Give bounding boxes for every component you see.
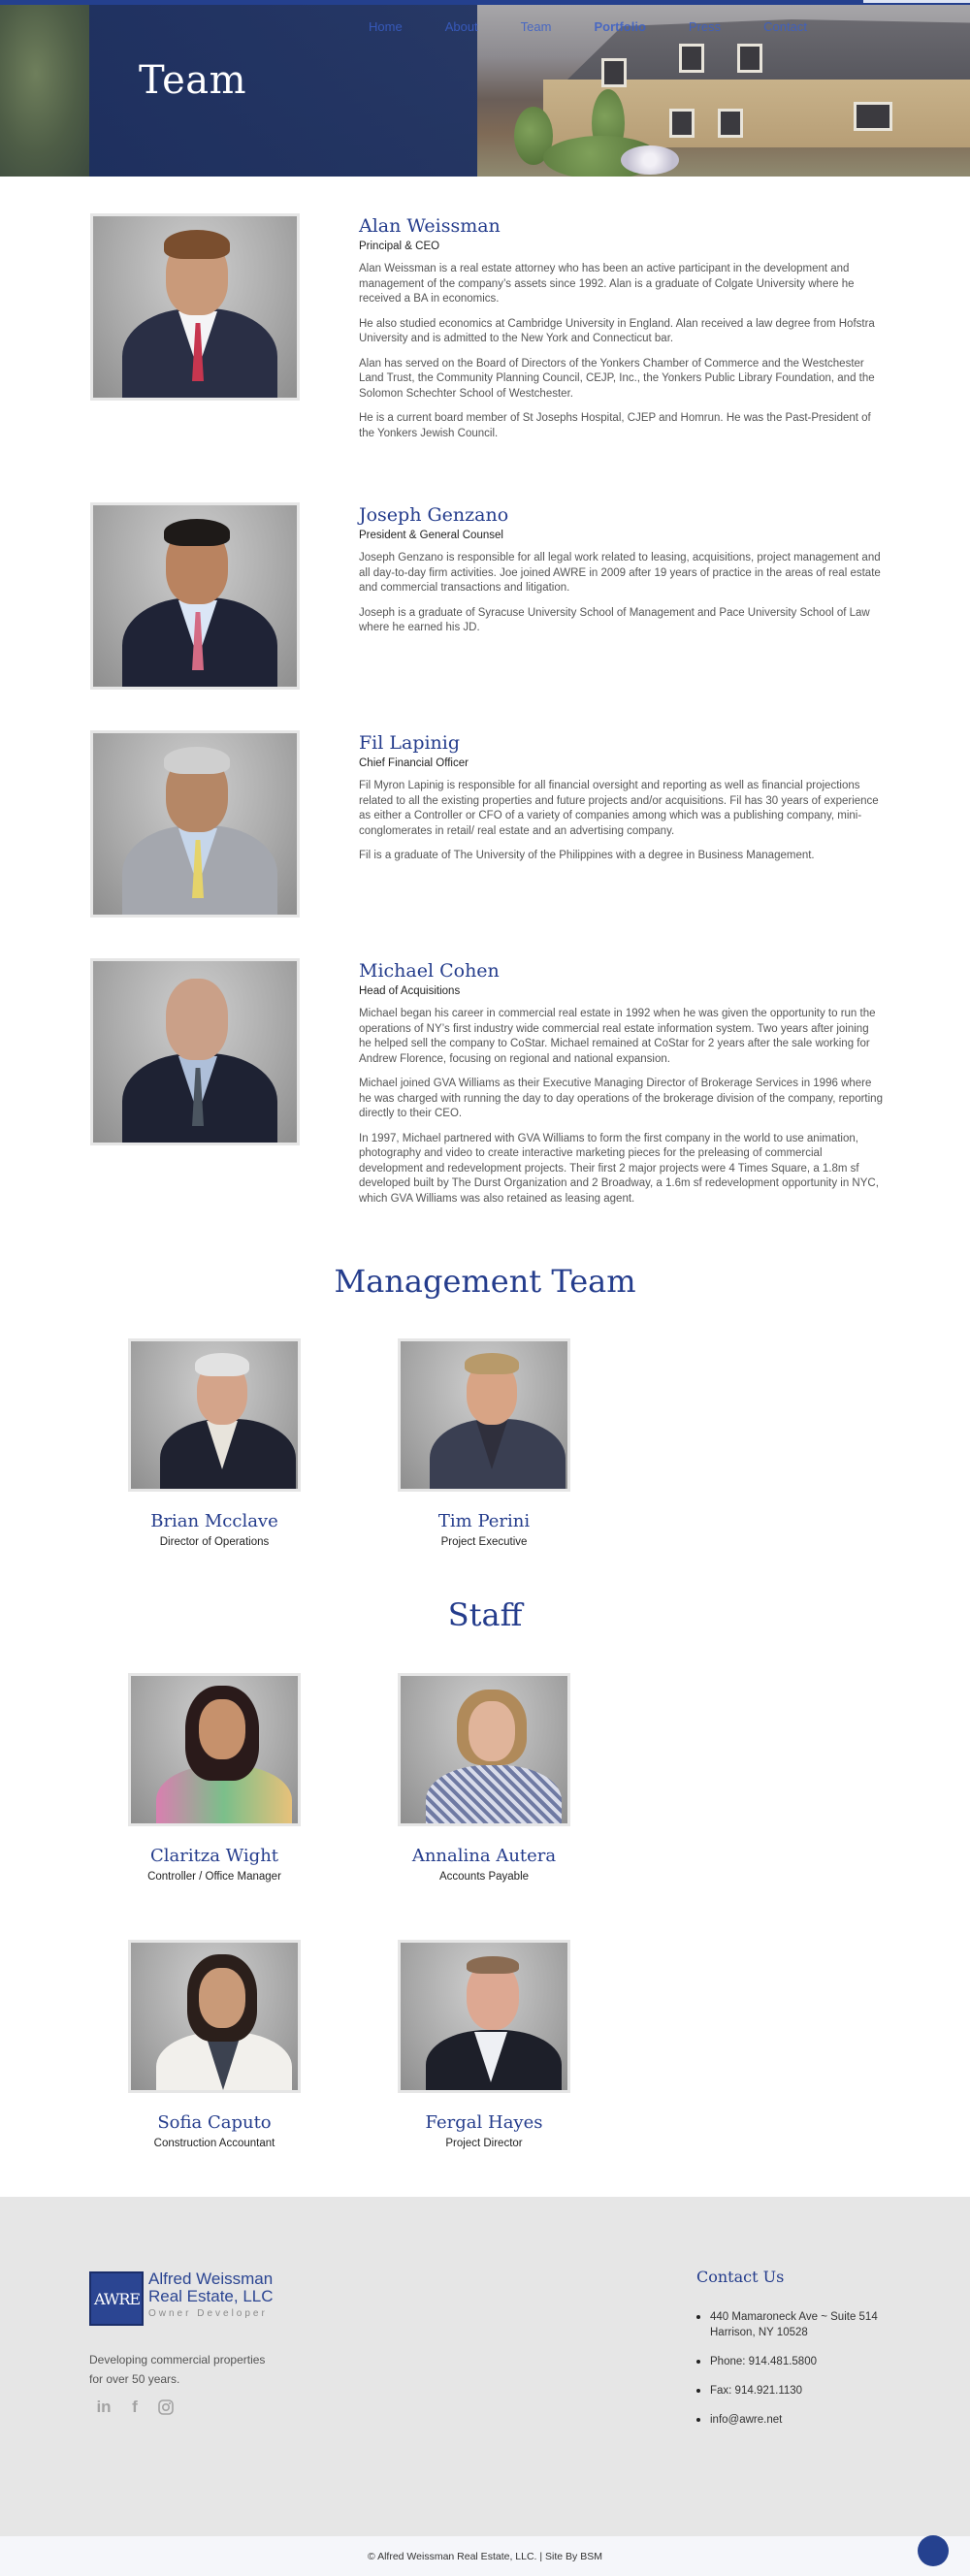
bio-paragraph: Joseph is a graduate of Syracuse University School of Management and Pace University School of Law where he earned his JD. — [359, 606, 870, 633]
footer-tagline — [89, 2350, 312, 2389]
person-role: Director of Operations — [159, 1536, 270, 1548]
portrait-head — [199, 1968, 245, 2028]
logo-name-line1: Alfred Weissman — [148, 2270, 274, 2288]
nav-contact[interactable]: Contact — [763, 19, 807, 34]
portrait-hair — [465, 1353, 519, 1374]
hero-top-border — [0, 0, 970, 5]
logo-mark-text: AWRE — [94, 2290, 141, 2308]
page-title: Team — [139, 58, 247, 103]
member-name: Michael Cohen — [359, 960, 500, 982]
portrait-photo — [128, 1940, 301, 2093]
person-name: Fergal Hayes — [425, 2112, 543, 2133]
contact-phone[interactable]: Phone: 914.481.5800 — [696, 2354, 910, 2369]
member-bio — [359, 958, 883, 1216]
hero-window — [669, 109, 695, 138]
bio-paragraph: Alan Weissman is a real estate attorney who has been an active participant in the development and management of the company’s assets since 1992. Alan is a graduate of Colgate University where he received a BA in economics. — [359, 263, 855, 305]
bio-paragraph: In 1997, Michael partnered with GVA Williams to form the first company in the world to use animation, photography and video to create interactive marketing pieces for the preleasing of commercial development and redevelopment projects. Their first 2 major projects were 4 Times Square, a 1.8m sf developed built by The Durst Organization and 2 Broadway, a 1.6m sf redevelopment opportunity in NYC, which GVA Williams was also retained as leasing agent. — [359, 1132, 879, 1205]
person-role: Construction Accountant — [153, 2138, 275, 2149]
member-role: President & General Counsel — [359, 530, 503, 541]
portrait-photo — [128, 1338, 301, 1492]
bio-paragraph: Fil Myron Lapinig is responsible for all financial oversight and reporting as well as financial projections related to all the existing properties and future projects and/or acquisitions. Fil has 30 years of experience as either a Controller or CFO of a variety of companies among which was a publishing company, mini-conglomerates in retail/ real estate and an advertising company. — [359, 780, 879, 837]
address-line2: Harrison, NY 10528 — [710, 2327, 808, 2338]
logo-name-line2: Real Estate, LLC — [148, 2287, 274, 2305]
nav-press[interactable]: Press — [688, 19, 722, 34]
staff-heading: Staff — [447, 1596, 523, 1633]
hero-window — [737, 44, 762, 73]
hero-banner — [0, 0, 970, 177]
linkedin-icon[interactable]: in — [96, 2398, 112, 2416]
site-footer — [0, 2197, 970, 2536]
tagline-line1: Developing commercial properties — [89, 2353, 266, 2367]
portrait-photo — [398, 1338, 570, 1492]
hero-window — [601, 58, 627, 87]
contact-email[interactable]: info@awre.net — [696, 2412, 910, 2428]
bio-paragraph: He is a current board member of St Josephs Hospital, CJEP and Homrun. He was the Past-President of the Yonkers Jewish Council. — [359, 412, 871, 439]
nav-home[interactable]: Home — [369, 19, 403, 34]
portrait-hair — [164, 519, 230, 546]
person-name: Sofia Caputo — [157, 2112, 272, 2133]
hero-flowers — [621, 145, 679, 175]
logo-tagline: Owner Developer — [148, 2308, 268, 2319]
bio-paragraph: Joseph Genzano is responsible for all legal work related to leasing, acquisitions, project management and all day-to-day firm activities. Joe joined AWRE in 2009 after 19 years of practice in the areas of real estate and commercial transactions and litigation. — [359, 552, 881, 594]
contact-address — [696, 2309, 910, 2340]
portrait-head — [166, 979, 228, 1060]
person-role: Controller / Office Manager — [147, 1871, 281, 1883]
management-team-heading: Management Team — [334, 1263, 636, 1300]
social-links — [95, 2399, 175, 2416]
contact-heading: Contact Us — [696, 2268, 785, 2286]
contact-fax: Fax: 914.921.1130 — [696, 2383, 910, 2399]
member-bio — [359, 730, 883, 874]
bio-paragraph: Michael joined GVA Williams as their Executive Managing Director of Brokerage Services in 1996 where he was charged with running the day to day operations of the brokerage division of the company, reporting directly to their CEO. — [359, 1078, 883, 1119]
copyright-text: © Alfred Weissman Real Estate, LLC. | Site By BSM — [368, 2551, 602, 2562]
portrait-photo — [90, 502, 300, 690]
bio-paragraph: Alan has served on the Board of Directors of the Yonkers Chamber of Commerce and the Westchester Land Trust, the Community Planning Council, CEJP, Inc., the Yonkers Public Library Foundation, and the Solomon Schechter School of Westchester. — [359, 357, 875, 400]
person-role: Project Director — [445, 2138, 523, 2149]
portrait-photo — [90, 958, 300, 1145]
address-line1: 440 Mamaroneck Ave ~ Suite 514 — [710, 2311, 878, 2323]
scroll-to-top-button[interactable] — [918, 2535, 949, 2566]
member-name: Fil Lapinig — [359, 732, 461, 754]
portrait-photo — [398, 1940, 570, 2093]
hero-image-trees — [0, 5, 89, 177]
portrait-photo — [90, 213, 300, 401]
portrait-head — [469, 1701, 515, 1761]
member-bio — [359, 213, 883, 451]
nav-portfolio[interactable]: Portfolio — [594, 19, 646, 34]
tagline-line2: for over 50 years. — [89, 2372, 180, 2386]
facebook-icon[interactable]: f — [132, 2398, 138, 2416]
person-role: Accounts Payable — [438, 1871, 530, 1883]
company-logo[interactable] — [89, 2268, 274, 2326]
person-name: Annalina Autera — [411, 1846, 557, 1866]
member-role: Head of Acquisitions — [359, 985, 461, 997]
person-name: Brian Mcclave — [150, 1511, 278, 1531]
portrait-hair — [164, 747, 230, 774]
portrait-photo — [128, 1673, 301, 1826]
portrait-photo — [90, 730, 300, 918]
person-role: Project Executive — [440, 1536, 528, 1548]
portrait-photo — [398, 1673, 570, 1826]
member-role: Chief Financial Officer — [359, 757, 469, 769]
person-name: Claritza Wight — [149, 1846, 279, 1866]
portrait-hair — [195, 1353, 249, 1376]
nav-team[interactable]: Team — [520, 19, 552, 34]
footer-bottom-bar — [0, 2536, 970, 2576]
bio-paragraph: He also studied economics at Cambridge University in England. Alan received a law degree from Hofstra University and is admitted to the New York and Connecticut bar. — [359, 317, 875, 344]
member-bio — [359, 502, 883, 646]
logo-mark — [89, 2271, 144, 2326]
member-role: Principal & CEO — [359, 241, 440, 252]
bio-paragraph: Michael began his career in commercial real estate in 1992 when he was given the opportunity to run the operations of NY’s first industry wide commercial real estate information system. Two years after joining he helped sell the company to CoStar. Michael remained at CoStar for 2 years after the sale working for Andrew Florence, focusing on regional and national expansion. — [359, 1008, 876, 1065]
main-nav — [369, 19, 850, 34]
member-name: Alan Weissman — [359, 215, 501, 237]
person-name: Tim Perini — [437, 1511, 531, 1531]
instagram-icon[interactable] — [157, 2399, 175, 2416]
portrait-head — [199, 1699, 245, 1759]
hero-window — [718, 109, 743, 138]
portrait-blouse — [426, 1765, 562, 1826]
contact-list — [696, 2309, 910, 2428]
hero-top-accent — [863, 0, 970, 3]
hero-window — [854, 102, 892, 131]
portrait-hair — [164, 230, 230, 259]
portrait-hair — [467, 1956, 519, 1974]
contact-block — [696, 2268, 910, 2441]
member-name: Joseph Genzano — [359, 504, 509, 526]
nav-about[interactable]: About — [444, 19, 478, 34]
hero-window — [679, 44, 704, 73]
bio-paragraph: Fil is a graduate of The University of the Philippines with a degree in Business Management. — [359, 850, 815, 861]
